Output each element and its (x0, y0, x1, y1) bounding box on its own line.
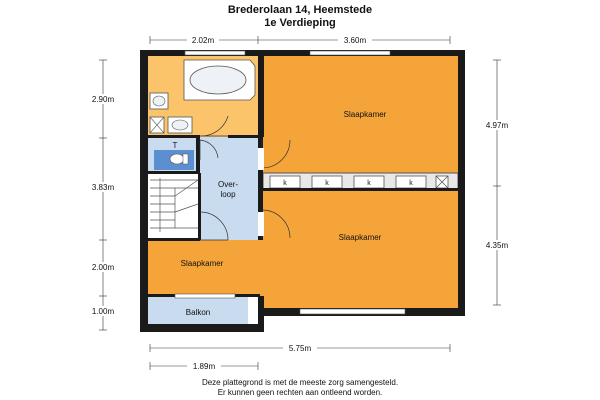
closet-label-3: k (367, 180, 371, 187)
toilet-bowl-icon (154, 150, 194, 170)
room-label-landing-1: Over- (218, 180, 238, 189)
bedroom-middle-floor (260, 190, 458, 308)
washbasin-icon (168, 117, 192, 133)
dim-left-1: 2.90m (91, 95, 115, 104)
dim-top-right: 3.60m (343, 36, 367, 45)
dim-bottom-total: 5.75m (288, 344, 312, 353)
address-title: Brederolaan 14, Heemstede (227, 4, 373, 16)
dim-left-2: 3.83m (91, 183, 115, 192)
sink-icon (150, 93, 168, 109)
closet-label-4: k (409, 180, 413, 187)
closet-label-1: k (283, 180, 287, 187)
dim-top-left: 2.02m (191, 36, 215, 45)
room-label-bedroom-small: Slaapkamer (180, 259, 224, 268)
room-label-landing-2: loop (220, 190, 236, 199)
room-label-toilet: T (172, 141, 178, 150)
room-label-balcony: Balkon (185, 308, 211, 317)
bedroom-small-floor (148, 240, 260, 296)
bathtub-icon (184, 60, 255, 100)
floor-title: 1e Verdieping (264, 17, 336, 29)
closet-label-2: k (325, 180, 329, 187)
dim-right-1: 4.97m (485, 121, 509, 130)
room-label-bedroom-middle: Slaapkamer (338, 233, 382, 242)
door-opening-top (258, 148, 264, 170)
door-opening-mid (258, 212, 264, 236)
dim-right-2: 4.35m (485, 241, 509, 250)
shower-icon (150, 117, 164, 133)
closet-strip (263, 173, 458, 190)
disclaimer-line-1: Deze plattegrond is met de meeste zorg samengesteld. (201, 378, 399, 387)
disclaimer-line-2: Er kunnen geen rechten aan ontleend worden. (217, 388, 383, 397)
dim-left-4: 1.00m (91, 307, 115, 316)
room-label-bedroom-top: Slaapkamer (343, 110, 387, 119)
dim-bottom-left: 1.89m (192, 362, 216, 371)
dim-left-3: 2.00m (91, 263, 115, 272)
